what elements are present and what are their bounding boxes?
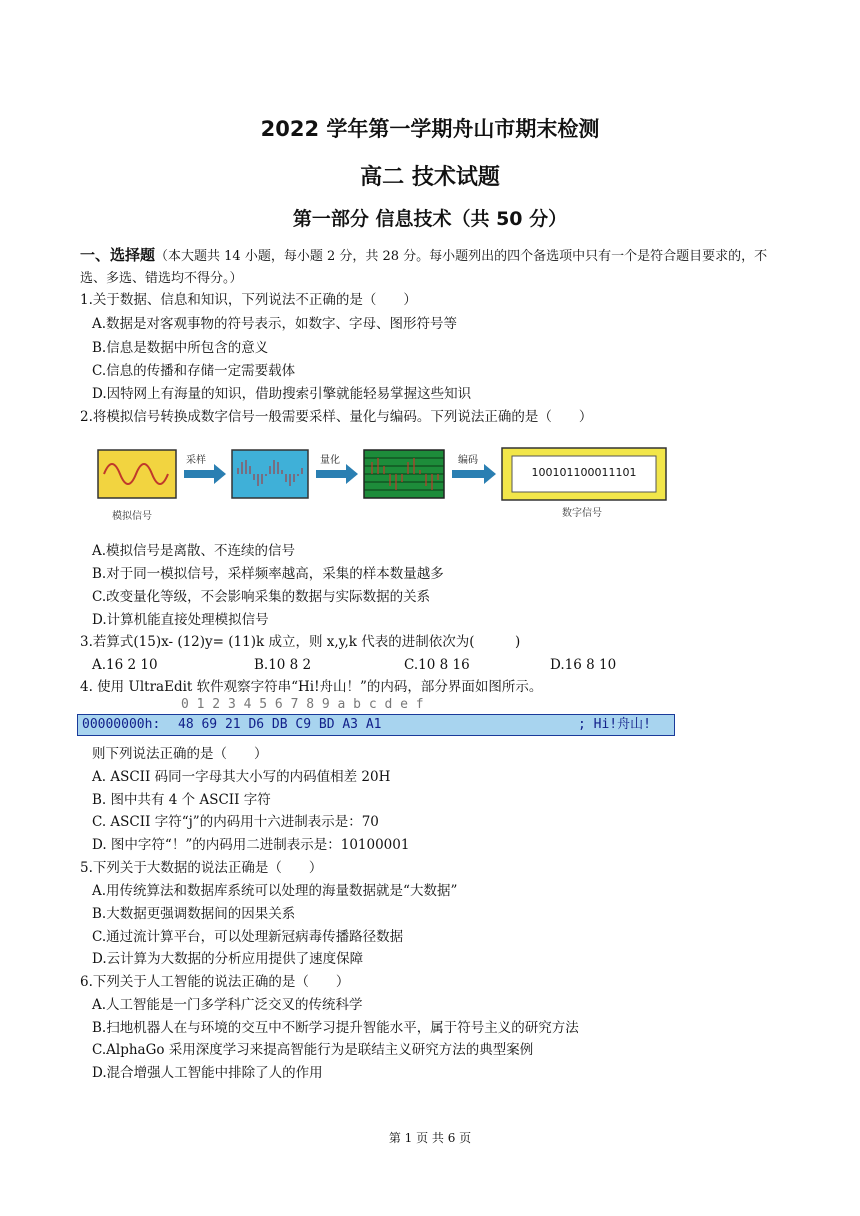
question-4-option-b: B. 图中共有 4 个 ASCII 字符 <box>92 792 271 808</box>
question-1-option-a: A.数据是对客观事物的符号表示，如数字、字母、图形符号等 <box>92 316 458 332</box>
question-2-option-c: C.改变量化等级，不会影响采集的数据与实际数据的关系 <box>92 589 431 605</box>
question-2-stem: 2.将模拟信号转换成数字信号一般需要采样、量化与编码。下列说法正确的是（ ） <box>80 409 593 425</box>
hex-column-header <box>77 696 675 714</box>
question-3-stem: 3.若算式(15)x- (12)y= (11)k 成立，则 x,y,k 代表的进制依次为( ) <box>80 634 521 650</box>
question-6-option-b: B.扫地机器人在与环境的交互中不断学习提升智能水平，属于符号主义的研究方法 <box>92 1020 579 1036</box>
question-2-option-a: A.模拟信号是离散、不连续的信号 <box>92 543 296 559</box>
question-3-option-b: B.10 8 2 <box>254 657 312 673</box>
exam-subtitle: 高二 技术试题 <box>360 165 500 190</box>
question-4-option-a: A. ASCII 码同一字母其大小写的内码值相差 20H <box>92 769 391 785</box>
hex-column-labels: 0 1 2 3 4 5 6 7 8 9 a b c d e f <box>181 697 424 712</box>
section-intro <box>80 244 780 290</box>
question-5-option-b: B.大数据更强调数据间的因果关系 <box>92 906 296 922</box>
question-6-stem: 6.下列关于人工智能的说法正确的是（ ） <box>80 974 350 990</box>
question-3-option-a: A.16 2 10 <box>92 657 158 673</box>
question-4-option-d: D. 图中字符“！”的内码用二进制表示是：10100001 <box>92 837 410 853</box>
question-4-option-c: C. ASCII 字符“j”的内码用十六进制表示是：70 <box>92 814 379 830</box>
label-quantization: 量化 <box>320 455 340 466</box>
label-sampling: 采样 <box>186 455 206 466</box>
label-encoding: 编码 <box>458 455 478 466</box>
question-4-stem: 4. 使用 UltraEdit 软件观察字符串“Hi!舟山！”的内码，部分界面如图所示。 <box>80 679 543 695</box>
question-3-option-d: D.16 8 10 <box>550 657 617 673</box>
ultraedit-hex-view <box>77 696 675 736</box>
question-5-option-d: D.云计算为大数据的分析应用提供了速度保障 <box>92 951 364 967</box>
question-2-option-b: B.对于同一模拟信号，采样频率越高，采集的样本数量越多 <box>92 566 444 582</box>
caption-analog: 模拟信号 <box>112 511 152 522</box>
hex-offset: 00000000h: <box>82 717 161 732</box>
question-6-option-a: A.人工智能是一门多学科广泛交叉的传统科学 <box>92 997 363 1013</box>
binary-code: 100101100011101 <box>531 466 637 479</box>
question-6-option-d: D.混合增强人工智能中排除了人的作用 <box>92 1065 323 1081</box>
page-footer: 第 1 页 共 6 页 <box>388 1131 472 1145</box>
exam-title: 2022 学年第一学期舟山市期末检测 <box>260 117 600 141</box>
question-1-stem: 1.关于数据、信息和知识，下列说法不正确的是（ ） <box>80 292 417 308</box>
section-note: （本大题共 14 小题，每小题 2 分，共 28 分。每小题列出的四个备选项中只有一个是符合题目要求的，不选、多选、错选均不得分。） <box>80 249 768 286</box>
signal-conversion-diagram <box>92 440 672 524</box>
question-3-option-c: C.10 8 16 <box>404 657 470 673</box>
question-1-option-d: D.因特网上有海量的知识，借助搜索引擎就能轻易掌握这些知识 <box>92 386 472 402</box>
question-2-option-d: D.计算机能直接处理模拟信号 <box>92 612 269 628</box>
arrow-sampling <box>184 464 226 484</box>
part-title: 第一部分 信息技术（共 50 分） <box>292 208 568 230</box>
arrow-quantization <box>316 464 358 484</box>
question-5-option-a: A.用传统算法和数据库系统可以处理的海量数据就是“大数据” <box>92 883 458 899</box>
hex-data-row <box>77 714 675 736</box>
caption-digital: 数字信号 <box>562 508 602 519</box>
hex-bytes: 48 69 21 D6 DB C9 BD A3 A1 <box>178 717 382 732</box>
question-4-subprompt: 则下列说法正确的是（ ） <box>92 746 268 762</box>
arrow-encoding <box>452 464 496 484</box>
section-heading: 一、选择题 <box>80 246 156 264</box>
question-1-option-b: B.信息是数据中所包含的意义 <box>92 340 269 356</box>
question-5-stem: 5.下列关于大数据的说法正确是（ ） <box>80 860 323 876</box>
question-5-option-c: C.通过流计算平台，可以处理新冠病毒传播路径数据 <box>92 929 404 945</box>
question-1-option-c: C.信息的传播和存储一定需要载体 <box>92 363 296 379</box>
hex-text-preview: ; Hi!舟山! <box>578 717 651 732</box>
question-6-option-c: C.AlphaGo 采用深度学习来提高智能行为是联结主义研究方法的典型案例 <box>92 1042 534 1058</box>
